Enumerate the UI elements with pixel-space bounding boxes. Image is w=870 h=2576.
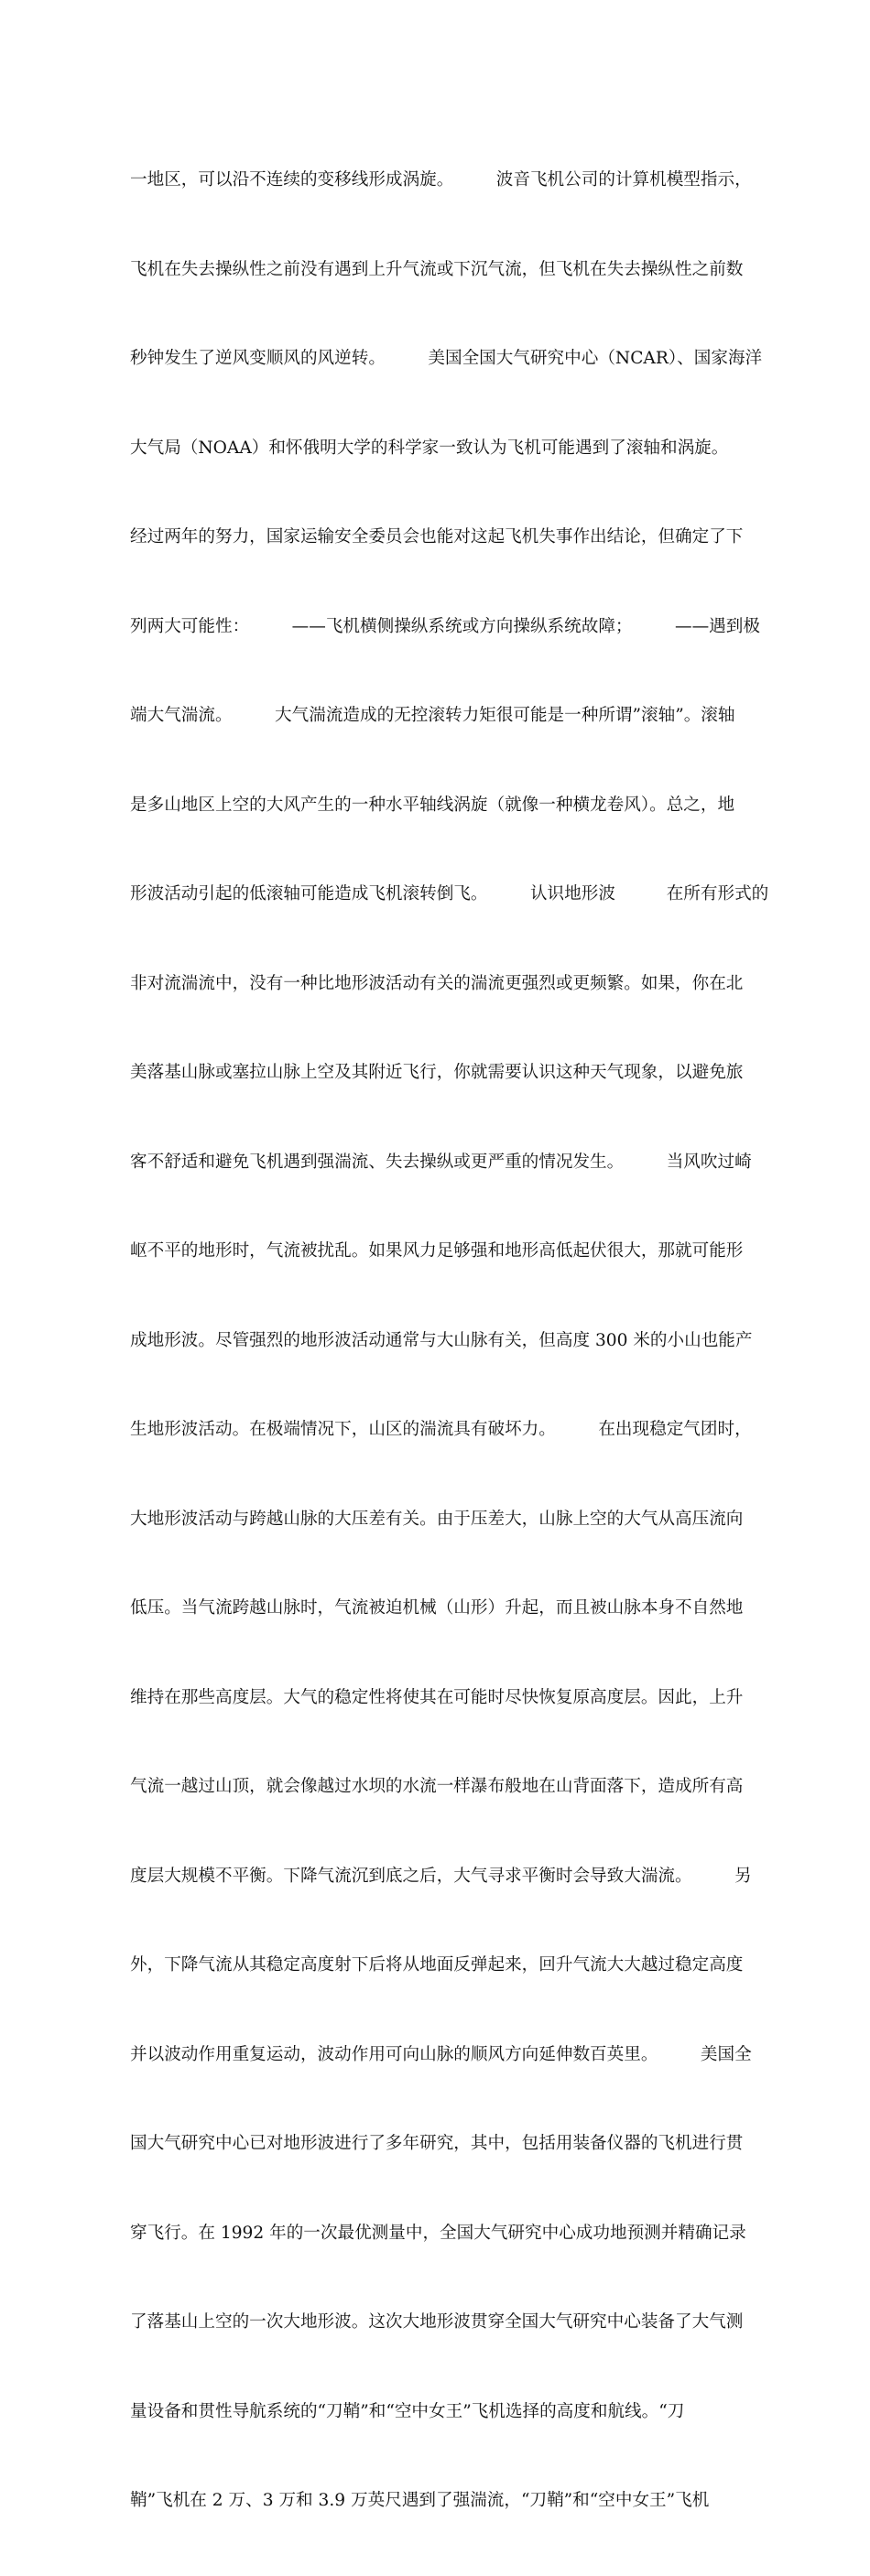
text-line: 端大气湍流。 大气湍流造成的无控滚转力矩很可能是一种所谓”滚轴”。滚轴 [130,706,735,725]
text-line: 生地形波活动。在极端情况下，山区的湍流具有破坏力。 在出现稳定气团时， [130,1420,752,1439]
text-line: 非对流湍流中，没有一种比地形波活动有关的湍流更强烈或更频繁。如果，你在北 [130,973,744,993]
document-body-text [130,106,769,2576]
text-line: 低压。当气流跨越山脉时，气流被迫机械（山形）升起，而且被山脉本身不自然地 [130,1598,744,1618]
text-line: 外，下降气流从其稳定高度射下后将从地面反弹起来，回升气流大大越过稳定高度 [130,1955,744,1975]
text-line: 量设备和贯性导航系统的“刀鞘”和“空中女王”飞机选择的高度和航线。“刀 [130,2401,685,2421]
text-line: 形波活动引起的低滚轴可能造成飞机滚转倒飞。 认识地形波 在所有形式的 [130,884,769,904]
text-line: 岖不平的地形时，气流被扰乱。如果风力足够强和地形高低起伏很大，那就可能形 [130,1241,744,1261]
text-line: 气流一越过山顶，就会像越过水坝的水流一样瀑布般地在山背面落下，造成所有高 [130,1777,744,1796]
text-line: 一地区，可以沿不连续的变移线形成涡旋。 波音飞机公司的计算机模型指示， [130,170,752,189]
text-line: 成地形波。尽管强烈的地形波活动通常与大山脉有关，但高度 300 米的小山也能产 [130,1330,753,1350]
text-line: 国大气研究中心已对地形波进行了多年研究，其中，包括用装备仪器的飞机进行贯 [130,2134,744,2153]
text-line: 列两大可能性： ——飞机横侧操纵系统或方向操纵系统故障； ——遇到极 [130,616,760,636]
text-line: 鞘”飞机在 2 万、3 万和 3.9 万英尺遇到了强湍流，“刀鞘”和“空中女王”飞机 [130,2491,710,2510]
text-line: 并以波动作用重复运动，波动作用可向山脉的顺风方向延伸数百英里。 美国全 [130,2044,752,2064]
text-line: 了落基山上空的一次大地形波。这次大地形波贯穿全国大气研究中心装备了大气测 [130,2312,744,2332]
text-line: 大地形波活动与跨越山脉的大压差有关。由于压差大，山脉上空的大气从高压流向 [130,1509,744,1529]
text-line: 大气局（NOAA）和怀俄明大学的科学家一致认为飞机可能遇到了滚轴和涡旋。 [130,438,729,458]
text-line: 秒钟发生了逆风变顺风的风逆转。 美国全国大气研究中心（NCAR）、国家海洋 [130,349,763,368]
text-line: 飞机在失去操纵性之前没有遇到上升气流或下沉气流，但飞机在失去操纵性之前数 [130,259,744,279]
text-line: 穿飞行。在 1992 年的一次最优测量中，全国大气研究中心成功地预测并精确记录 [130,2223,746,2243]
text-line: 美落基山脉或塞拉山脉上空及其附近飞行，你就需要认识这种天气现象，以避免旅 [130,1063,744,1082]
text-line: 是多山地区上空的大风产生的一种水平轴线涡旋（就像一种横龙卷风）。总之，地 [130,795,735,815]
text-line: 度层大规模不平衡。下降气流沉到底之后，大气寻求平衡时会导致大湍流。 另 [130,1866,752,1886]
text-line: 经过两年的努力，国家运输安全委员会也能对这起飞机失事作出结论，但确定了下 [130,527,744,547]
text-line: 客不舒适和避免飞机遇到强湍流、失去操纵或更严重的情况发生。 当风吹过崎 [130,1152,752,1172]
text-line: 维持在那些高度层。大气的稳定性将使其在可能时尽快恢复原高度层。因此，上升 [130,1687,744,1707]
